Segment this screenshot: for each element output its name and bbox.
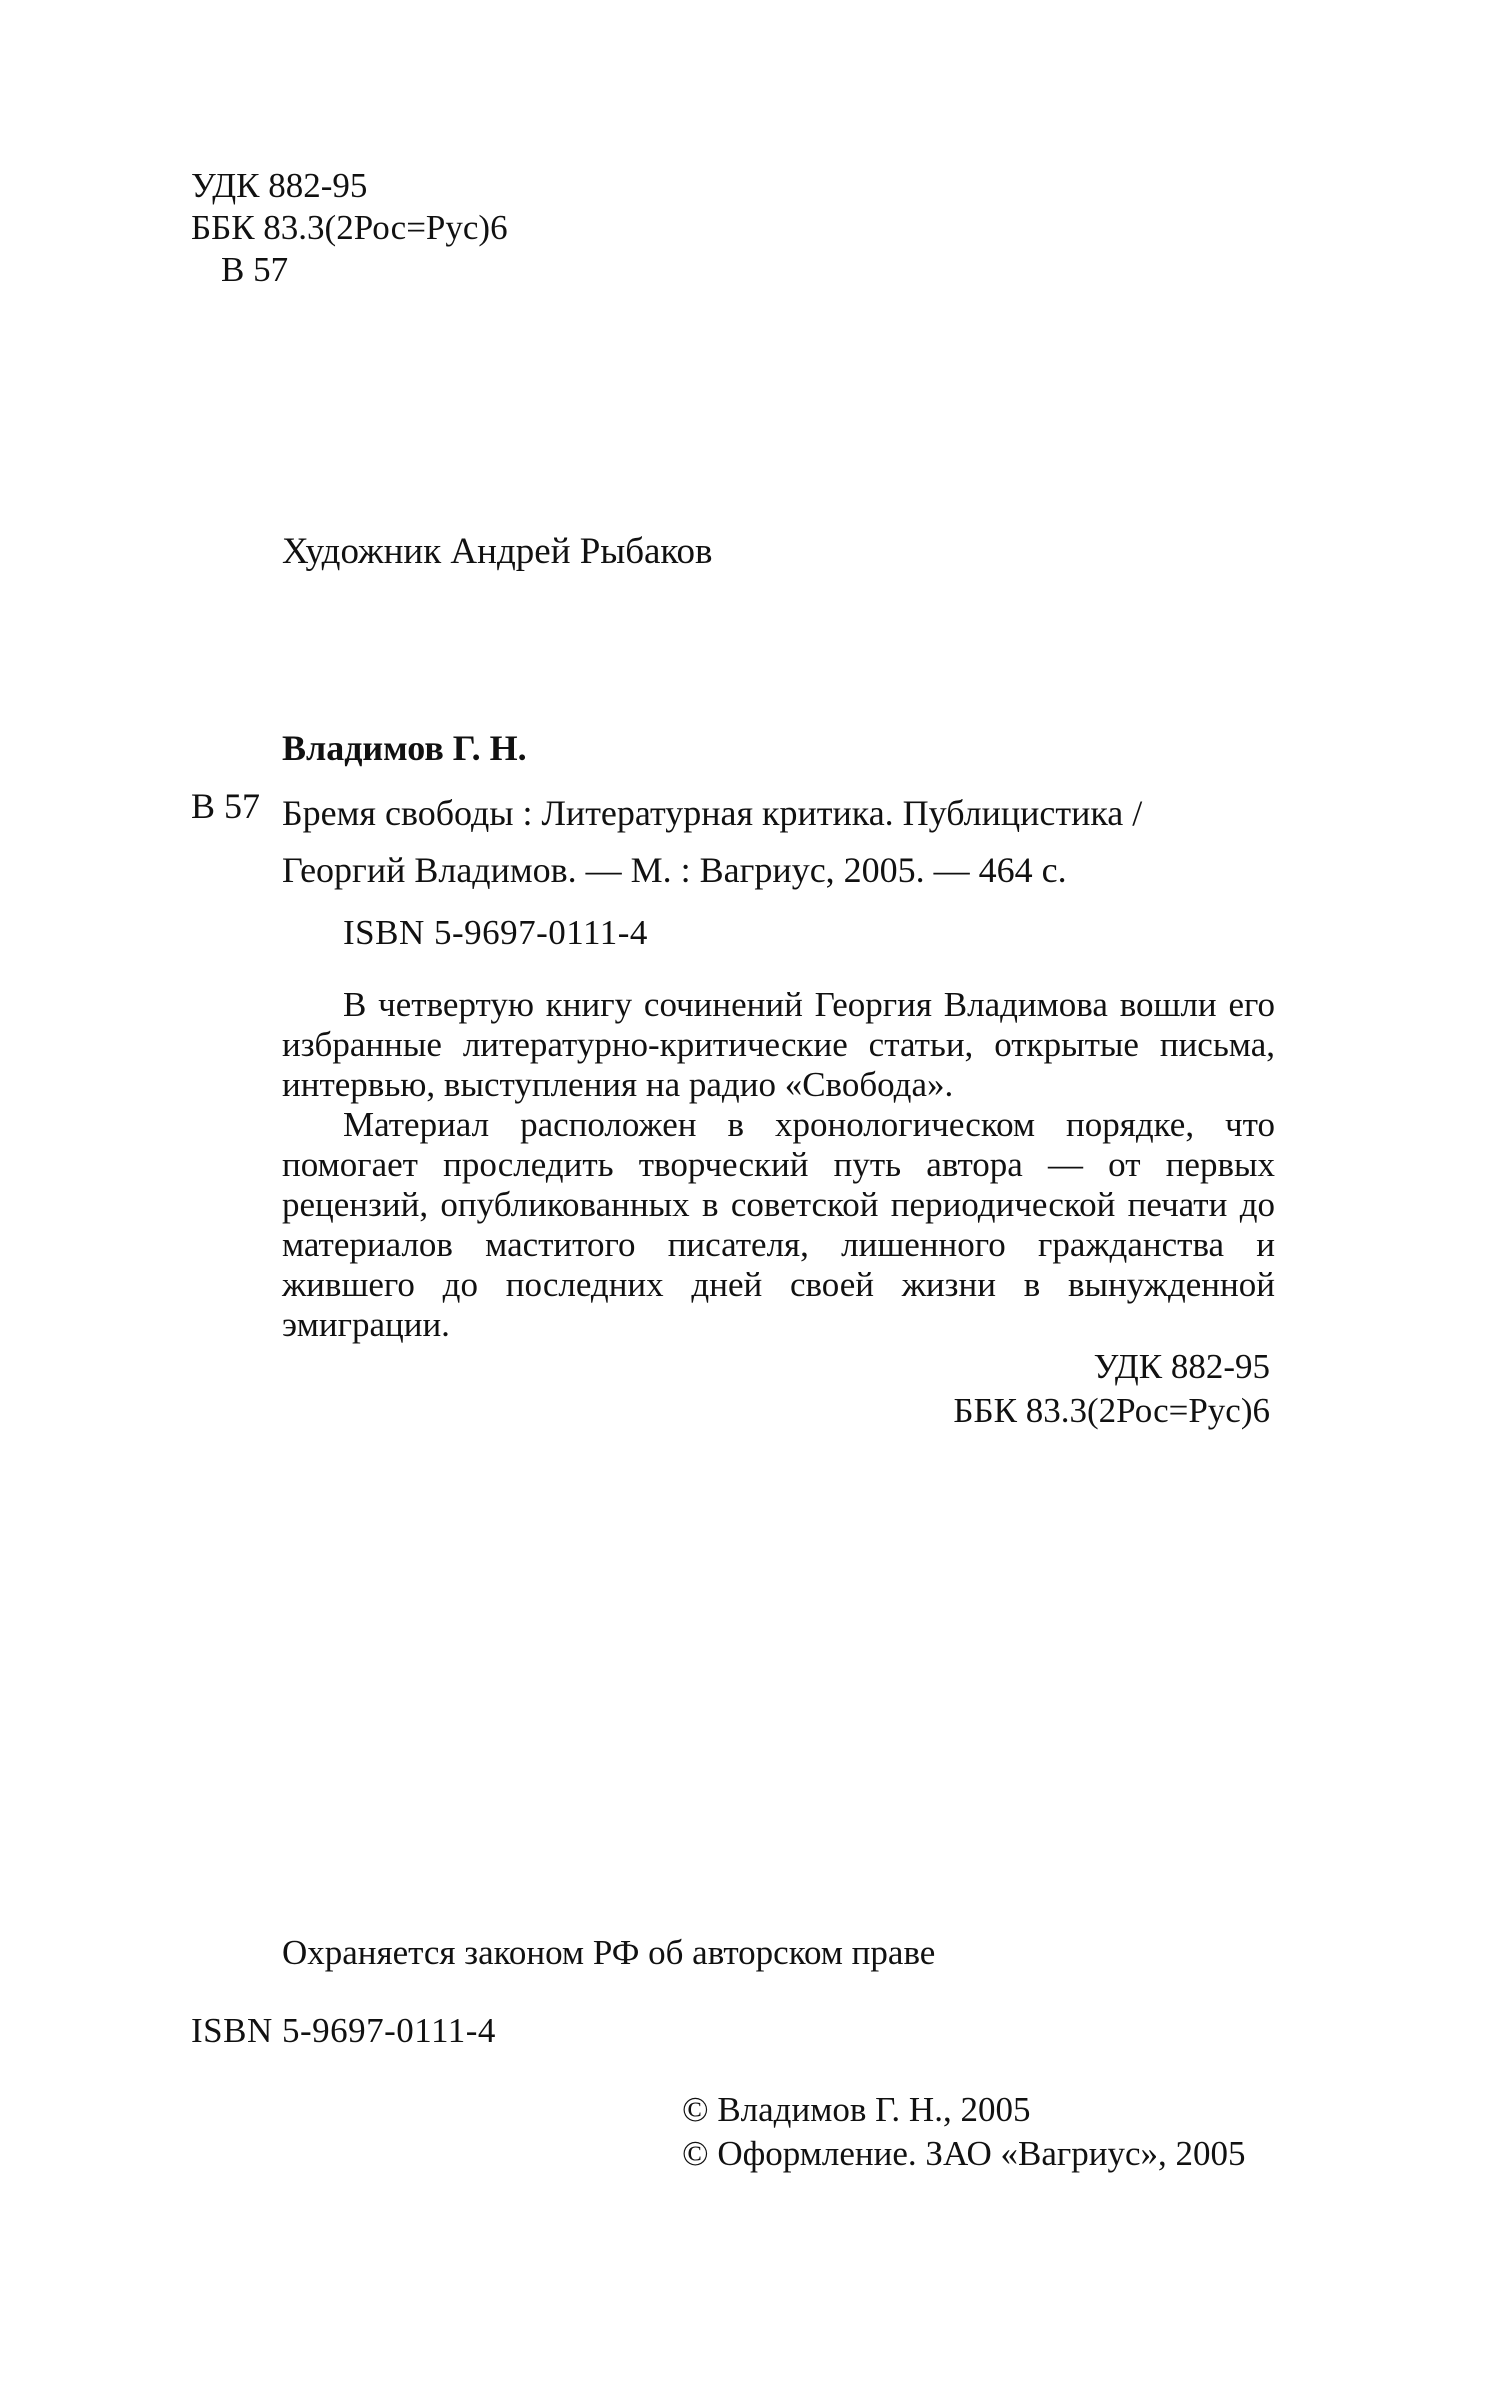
shelf-mark: В 57 [191, 786, 261, 826]
author-heading: Владимов Г. Н. [282, 728, 527, 768]
bbk-code: ББК 83.3(2Рос=Рус)6 [191, 208, 508, 247]
annotation-paragraph: В четвертую книгу сочинений Георгия Владимова вошли его избранные литературно-критические статьи, открытые письма, интервью, выступления на радио «Свобода». [282, 985, 1275, 1104]
annotation [282, 985, 1275, 1345]
isbn-bottom: ISBN 5-9697-0111-4 [191, 2011, 496, 2050]
artist-credit: Художник Андрей Рыбаков [282, 531, 713, 572]
copyright-law-notice: Охраняется законом РФ об авторском праве [282, 1933, 936, 1972]
bibliographic-line-title: Бремя свободы : Литературная критика. Публицистика / [282, 793, 1143, 833]
bibliographic-line-imprint: Георгий Владимов. — М. : Вагриус, 2005. — 464 с. [282, 850, 1067, 890]
udk-code: УДК 882-95 [191, 166, 368, 205]
author-mark: В 57 [221, 250, 289, 289]
bbk-code: ББК 83.3(2Рос=Рус)6 [953, 1391, 1270, 1430]
bibliographic-entry [282, 785, 1272, 899]
annotation-paragraph: Материал расположен в хронологическом порядке, что помогает проследить творческий путь автора — от первых рецензий, опубликованных в советской периодической печати до материалов маститого писателя, лишенного гражданства и жившего до последних дней своей жизни в вынужденной эмиграции. [282, 1105, 1275, 1344]
udk-code: УДК 882-95 [1093, 1347, 1270, 1386]
classification-codes-top [191, 165, 508, 291]
isbn-main: ISBN 5-9697-0111-4 [343, 913, 648, 952]
copyright-author: © Владимов Г. Н., 2005 [682, 2090, 1031, 2129]
copyright-notices [682, 2088, 1246, 2176]
classification-codes-bottom [900, 1345, 1270, 1433]
copyright-design: © Оформление. ЗАО «Вагриус», 2005 [682, 2134, 1246, 2173]
